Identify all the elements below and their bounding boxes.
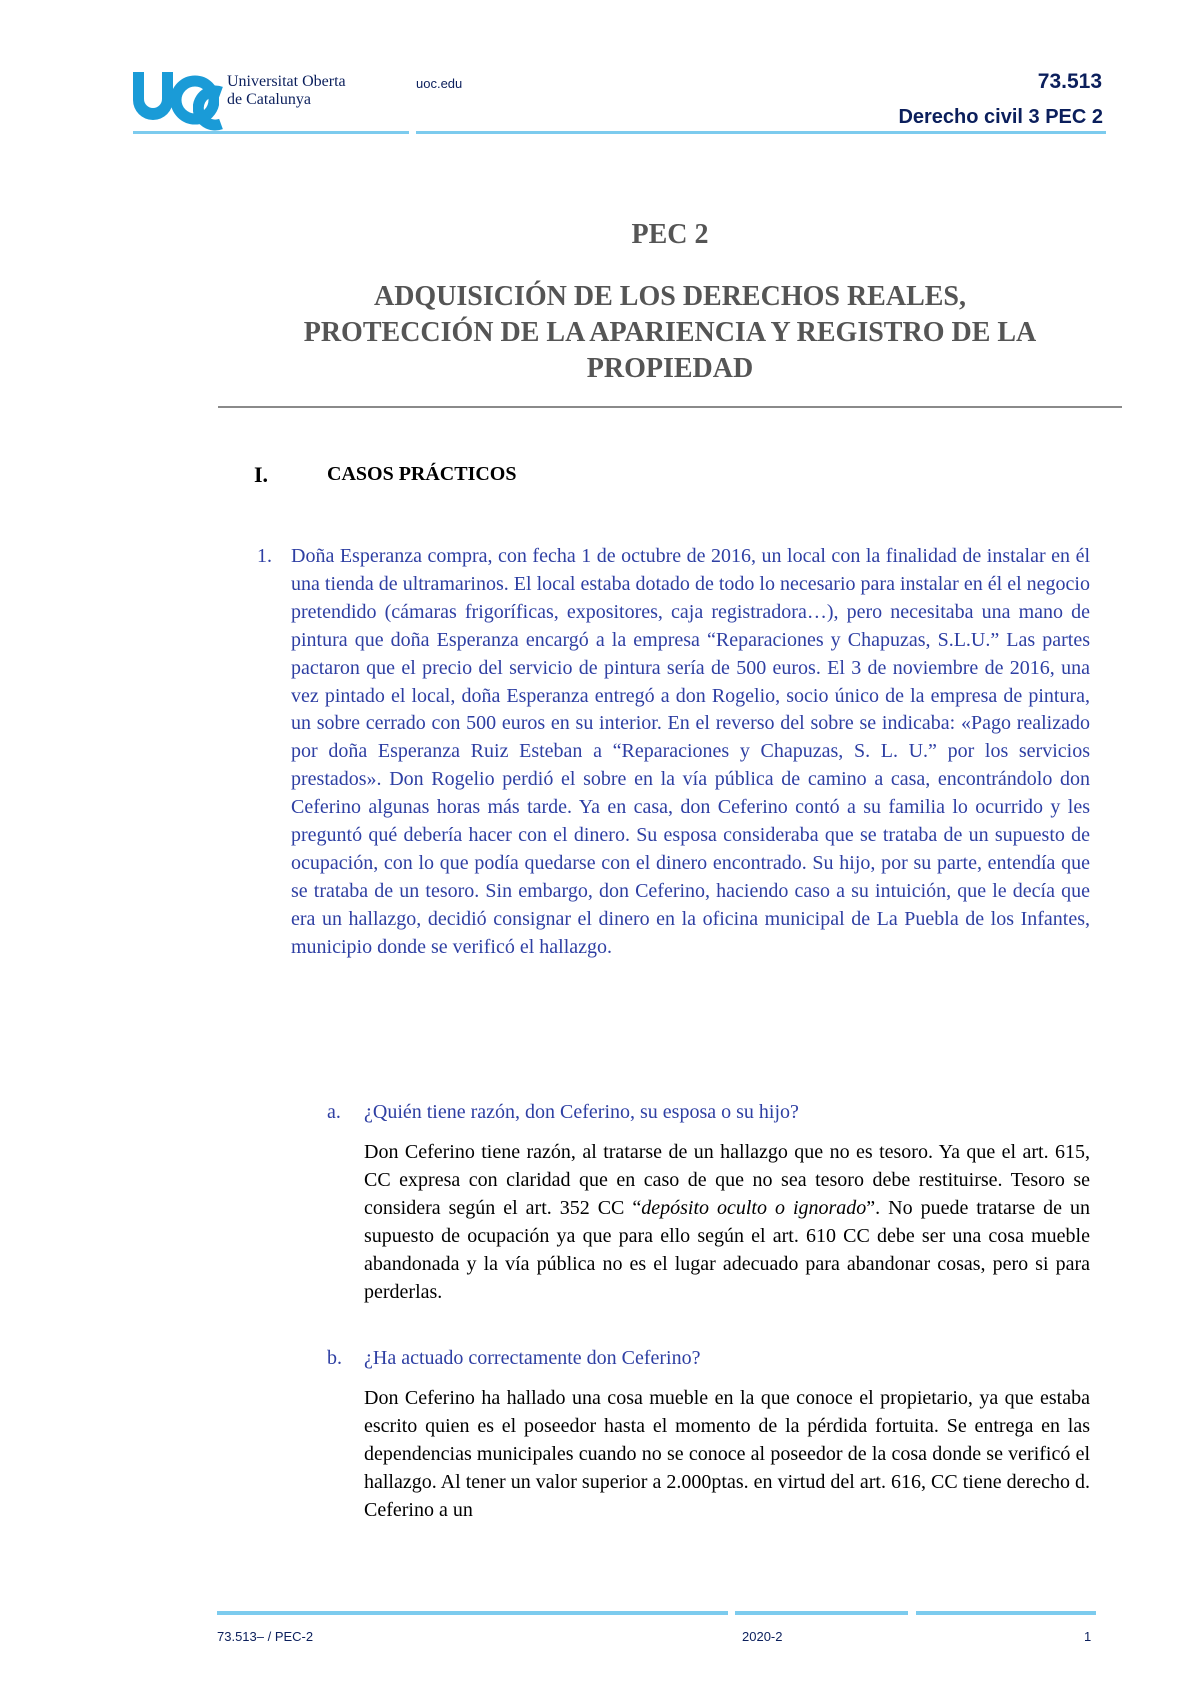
footer-page-number: 1 (1084, 1629, 1092, 1644)
case-number: 1. (257, 545, 272, 567)
header-rule-right (416, 131, 1106, 134)
question-a: ¿Quién tiene razón, don Ceferino, su esposa o su hijo? (364, 1101, 799, 1123)
uoc-logo-c (193, 80, 223, 136)
title-line3: PROPIEDAD (586, 353, 754, 384)
answer-a-part2: ”. No puede tratarse de un supuesto de ocupación ya que para ello según el art. 610 CC debe ser una cosa mueble abandonada y la vía pública no es el lugar adecuado para abandonar cosas, pero si para perderlas. (364, 1196, 1090, 1303)
footer-course: 73.513– / PEC-2 (217, 1629, 314, 1644)
answer-b (364, 1385, 1090, 1525)
course-title: Derecho civil 3 PEC 2 (898, 106, 1103, 128)
pec-title: PEC 2 (631, 219, 709, 250)
document-title (218, 279, 1122, 387)
question-letter-b: b. (327, 1347, 342, 1369)
header-rule-left (133, 131, 409, 134)
section-number: I. (254, 462, 269, 487)
title-line2: PROTECCIÓN DE LA APARIENCIA Y REGISTRO DE LA (303, 317, 1037, 348)
university-line2: de Catalunya (227, 91, 311, 108)
university-name (227, 73, 346, 109)
footer-semester: 2020-2 (742, 1629, 783, 1644)
university-url[interactable]: uoc.edu (416, 76, 463, 91)
answer-a (364, 1139, 1090, 1306)
section-title: CASOS PRÁCTICOS (327, 463, 517, 485)
case-statement: Doña Esperanza compra, con fecha 1 de octubre de 2016, un local con la finalidad de instalar en él una tienda de ultramarinos. El local estaba dotado de todo lo necesario para instalar en él el negocio pretendido (cámaras frigoríficas, expositores, caja registradora…), pero necesitaba una mano de pintura que doña Esperanza encargó a la empresa “Reparaciones y Chapuzas, S.L.U.” Las partes pactaron que el precio del servicio de pintura sería de 500 euros. El 3 de noviembre de 2016, una vez pintado el local, doña Esperanza entregó a don Rogelio, socio único de la empresa de pintura, un sobre cerrado con 500 euros en su interior. En el reverso del sobre se indicaba: «Pago realizado por doña Esperanza Ruiz Esteban a “Reparaciones y Chapuzas, S. L. U.” por los servicios prestados». Don Rogelio perdió el sobre en la vía pública de camino a casa, encontrándolo don Ceferino algunas horas más tarde. Ya en casa, don Ceferino contó a su familia lo ocurrido y les preguntó qué debería hacer con el dinero. Su esposa consideraba que se trataba de un supuesto de ocupación, con lo que podía quedarse con el dinero encontrado. Su hijo, por su parte, entendía que se trataba de un tesoro. Sin embargo, don Ceferino, haciendo caso a su intuición, que le decía que era un hallazgo, decidió consignar el dinero en la oficina municipal de La Puebla de los Infantes, municipio donde se verificó el hallazgo. (291, 545, 1090, 958)
footer-rule-right (916, 1611, 1096, 1615)
answer-a-italic: depósito oculto o ignorado (641, 1196, 867, 1219)
course-code: 73.513 (1037, 70, 1102, 93)
title-line1: ADQUISICIÓN DE LOS DERECHOS REALES, (373, 281, 967, 312)
footer-rule-left (217, 1611, 728, 1615)
footer-rule-center (735, 1611, 908, 1615)
question-b: ¿Ha actuado correctamente don Ceferino? (364, 1347, 701, 1369)
answer-a-part1: Don Ceferino tiene razón, al tratarse de un hallazgo que no es tesoro. Ya que el art. 615, CC expresa con claridad que en caso de que no sea tesoro debe restituirse. Tesoro se considera según el art. 352 CC “ (364, 1141, 1090, 1219)
answer-b-part1: Don Ceferino ha hallado una cosa mueble en la que conoce el propietario, ya que estaba escrito quien es el poseedor hasta el momento de la pérdida fortuita. Se entrega en las dependencias municipales cuando no se conoce al poseedor de la cosa donde se verificó el hallazgo. Al tener un valor superior a 2.000ptas. en virtud del art. 616, CC tiene derecho d. Ceferino a un (364, 1387, 1090, 1521)
title-divider (218, 406, 1122, 408)
university-line1: Universitat Oberta (227, 73, 346, 90)
question-letter-a: a. (327, 1101, 341, 1123)
page-header (0, 0, 1200, 140)
